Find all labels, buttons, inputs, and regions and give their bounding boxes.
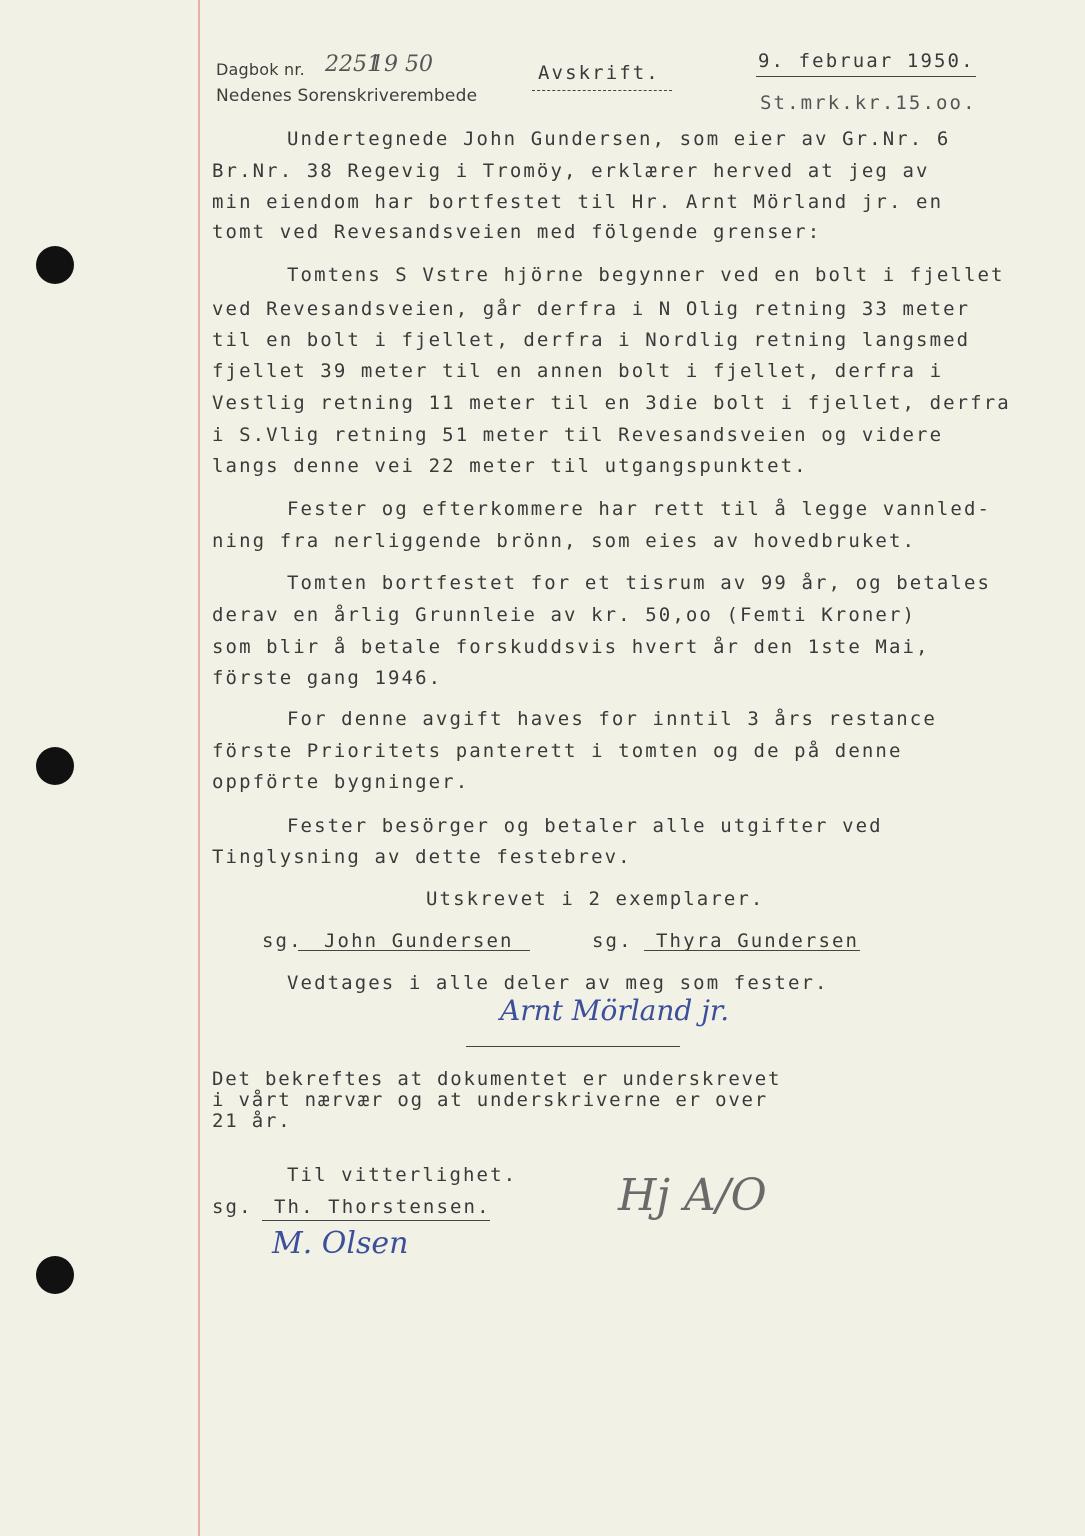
dagbok-label: Dagbok nr. <box>216 60 305 79</box>
witness-underline <box>262 1220 490 1221</box>
witness-name: Th. Thorstensen. <box>274 1196 491 1218</box>
body-line: Tinglysning av dette festebrev. <box>212 846 632 868</box>
sg-prefix: sg. <box>212 1196 253 1218</box>
witness-heading: Til vitterlighet. <box>287 1164 518 1186</box>
body-line: i S.Vlig retning 51 meter til Revesandsveien og videre <box>212 424 944 446</box>
dagbok-year: 19 50 <box>370 52 433 77</box>
signer-2-underline <box>644 950 860 951</box>
body-line: Undertegnede John Gundersen, som eier av Gr.Nr. 6 <box>287 128 951 150</box>
witness-handwritten-signature: M. Olsen <box>272 1226 409 1261</box>
signature-rule <box>466 1046 680 1047</box>
body-line: tomt ved Revesandsveien med fölgende grenser: <box>212 221 822 243</box>
witness-statement-line: i vårt nærvær og at underskriverne er over <box>212 1089 769 1111</box>
fester-signature: Arnt Mörland jr. <box>500 994 730 1027</box>
body-line: Fester og efterkommere har rett til å legge vannled- <box>287 498 992 520</box>
body-line: ved Revesandsveien, går derfra i N Olig retning 33 meter <box>212 298 971 320</box>
body-line: Tomten bortfestet for et tisrum av 99 år, og betales <box>287 572 992 594</box>
body-line: ning fra nerliggende brönn, som eies av hovedbruket. <box>212 530 917 552</box>
document-title: Avskrift. <box>538 62 660 84</box>
body-line: Fester besörger og betaler alle utgifter ved <box>287 815 883 837</box>
body-line: Vestlig retning 11 meter til en 3die bolt i fjellet, derfra <box>212 392 1011 414</box>
date-underline <box>756 76 976 77</box>
body-line: Utskrevet i 2 exemplarer. <box>426 888 765 910</box>
body-line: langs denne vei 22 meter til utgangspunktet. <box>212 455 808 477</box>
body-line: til en bolt i fjellet, derfra i Nordlig retning langsmed <box>212 329 971 351</box>
witness-statement-line: 21 år. <box>212 1110 292 1132</box>
document-date: 9. februar 1950. <box>758 50 975 72</box>
margin-rule <box>198 0 200 1536</box>
body-line: Br.Nr. 38 Regevig i Tromöy, erklærer herved at jeg av <box>212 160 930 182</box>
body-line: Tomtens S Vstre hjörne begynner ved en bolt i fjellet <box>287 264 1005 286</box>
body-line: derav en årlig Grunnleie av kr. 50,oo (Femti Kroner) <box>212 604 917 626</box>
punch-hole <box>36 747 74 785</box>
witness-statement-line: Det bekreftes at dokumentet er underskrevet <box>212 1068 782 1090</box>
dagbok-number: 2251 <box>325 52 381 77</box>
body-line: förste gang 1946. <box>212 667 443 689</box>
body-line: förste Prioritets panterett i tomten og de på denne <box>212 740 903 762</box>
signer-2: Thyra Gundersen <box>656 930 860 952</box>
signer-1: John Gundersen <box>324 930 514 952</box>
title-underline <box>532 90 672 91</box>
punch-hole <box>36 246 74 284</box>
handwritten-initials: Hj A/O <box>618 1170 767 1221</box>
body-line: min eiendom har bortfestet til Hr. Arnt Mörland jr. en <box>212 191 944 213</box>
punch-hole <box>36 1256 74 1294</box>
stamp-fee: St.mrk.kr.15.oo. <box>760 92 977 114</box>
sg-prefix: sg. <box>592 930 633 952</box>
body-line: som blir å betale forskuddsvis hvert år den 1ste Mai, <box>212 636 930 658</box>
sg-prefix: sg. <box>262 930 303 952</box>
acceptance-line: Vedtages i alle deler av meg som fester. <box>287 972 829 994</box>
body-line: For denne avgift haves for inntil 3 års restance <box>287 708 937 730</box>
signer-1-underline <box>298 950 530 951</box>
body-line: fjellet 39 meter til en annen bolt i fjellet, derfra i <box>212 360 944 382</box>
office-stamp: Nedenes Sorenskriverembede <box>216 86 478 106</box>
body-line: oppförte bygninger. <box>212 771 470 793</box>
